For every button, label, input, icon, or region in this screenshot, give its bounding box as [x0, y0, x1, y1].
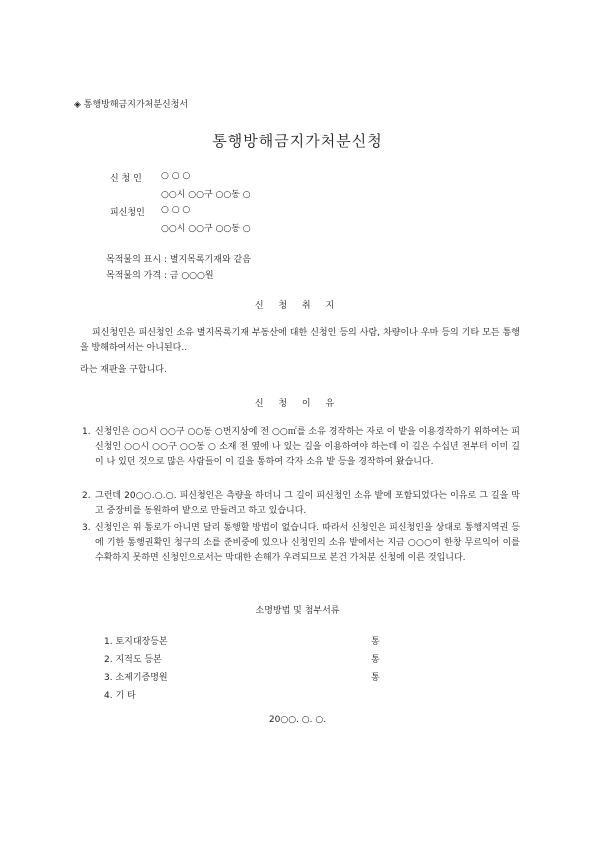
document-title: 통행방해금지가처분신청 [212, 132, 383, 150]
purpose-closing: 라는 재판을 구합니다. [80, 365, 167, 375]
reason-number: 3. [82, 523, 91, 533]
document-date: 20○○. ○. ○. [268, 715, 327, 725]
respondent-name: ○ ○ ○ [161, 205, 191, 215]
reason-number: 1. [82, 427, 91, 437]
purpose-heading: 신 청 취 지 [254, 301, 341, 311]
object-value: 목적물의 가격 : 금 ○○○원 [106, 271, 214, 281]
reason-number: 2. [82, 491, 91, 501]
applicant-name: ○ ○ ○ [161, 171, 191, 181]
document-item-name: 1. 토지대장등본 [104, 637, 168, 647]
reason-text: 그런데 20○○.○.○. 피신청인은 측량을 하더니 그 길이 피신청인 소유 밭에 포함되었다는 이유로 그 길을 막고 중장비를 동원하여 밭으로 만들려고 하고 있습니다. [95, 491, 520, 516]
reason-item [82, 425, 520, 470]
applicant-address: ○○시 ○○구 ○○동 ○ [161, 190, 251, 200]
document-item-unit: 통 [371, 673, 380, 683]
reason-item [82, 521, 520, 566]
respondent-address: ○○시 ○○구 ○○동 ○ [161, 224, 251, 234]
reason-text: 신청인은 위 통로가 아니면 달리 통행할 방법이 없습니다. 따라서 신청인은 피신청인을 상대로 통행지역권 등에 기한 통행권확인 청구의 소를 준비중에 있으나 신청인의 소유 밭에서는 지금 ○○○이 한창 무르익어 이를 수확하지 못하면 신청인으로서는 막대한 손해가 우려되므로 본건 가처분 신청에 이른 것입니다. [95, 523, 520, 563]
evidence-heading: 소명방법 및 첨부서류 [255, 606, 340, 616]
document-item-name: 2. 지적도 등본 [104, 655, 162, 665]
document-item-unit: 통 [371, 655, 380, 665]
purpose-text: 피신청인은 피신청인 소유 별지목록기재 부동산에 대한 신청인 등의 사람, 차량이나 우마 등의 기타 모든 통행을 방해하여서는 아니된다.. [80, 328, 520, 353]
document-header-label: ◈ 통행방해금지가처분신청서 [74, 100, 189, 110]
applicant-label: 신 청 인 [110, 174, 142, 184]
reasons-heading: 신 청 이 유 [254, 399, 341, 409]
document-item-name: 4. 기 타 [104, 691, 136, 701]
object-display: 목적물의 표시 : 별지목록기재와 같음 [106, 255, 251, 265]
respondent-label: 피신청인 [110, 208, 145, 218]
reason-text: 신청인은 ○○시 ○○구 ○○동 ○번지상에 전 ○○㎡를 소유 경작하는 자로 이 밭을 이용경작하기 위하여는 피신청인 ○○시 ○○구 ○○동 ○ 소재 전 옆에 나 있는 길을 이용하여야 하는데 이 길은 수십년 전부터 이미 길이 나 있던 것으로 많은 사람들이 이 길을 통하여 각자 소유 밭 등을 경작하여 왔습니다. [95, 427, 520, 467]
document-item-unit: 통 [371, 637, 380, 647]
document-item-name: 3. 소제기증명원 [104, 673, 168, 683]
reason-item [82, 489, 520, 519]
